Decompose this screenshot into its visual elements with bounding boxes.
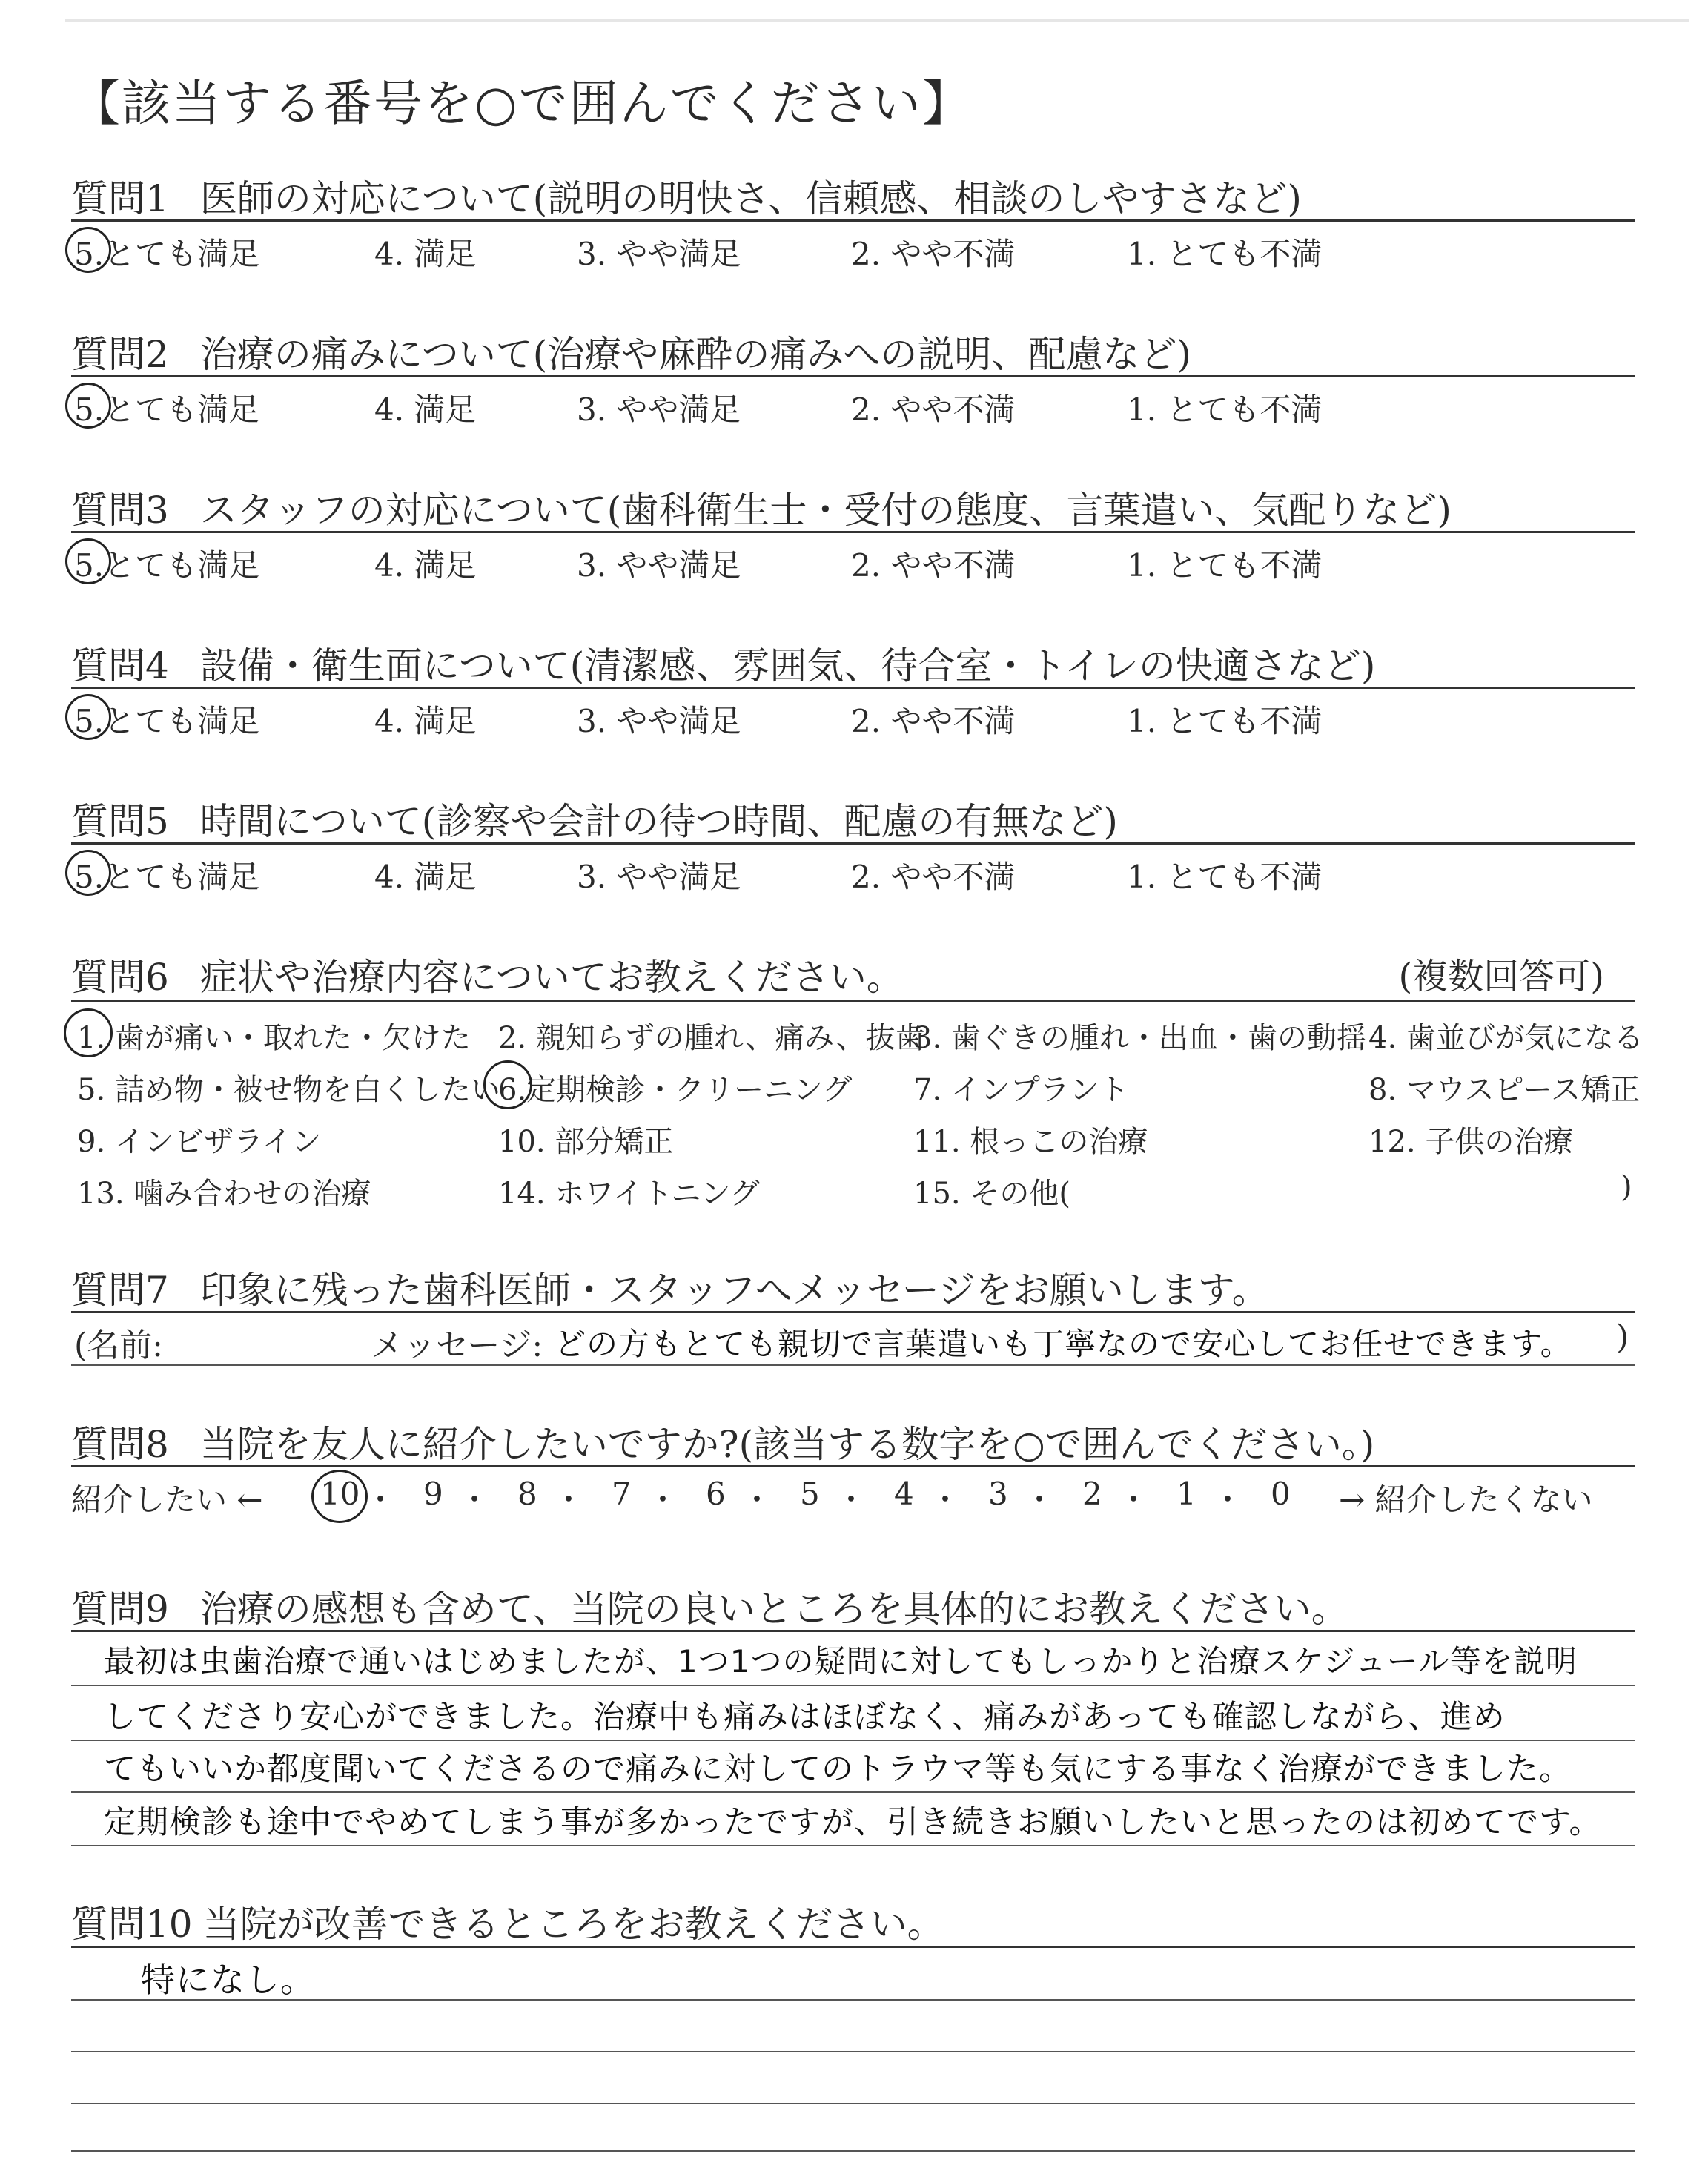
q1-option-4[interactable]: 4. 満足 [374,236,477,272]
q9-answer-line-4: 定期検診も途中でやめてしまう事が多かったですが、引き続きお願いしたいと思ったのは初めてです。 [104,1804,1602,1841]
q8-score-4[interactable]: 4 [894,1476,914,1512]
q4-number: 質問4 [71,644,169,687]
q9-rule-1 [71,1685,1635,1686]
q8-separator: ・ [647,1482,679,1518]
q4-rule [71,687,1635,689]
q6-option-15[interactable]: 15. その他( [913,1177,1070,1211]
q8-rule [71,1465,1635,1467]
q8-separator: ・ [459,1482,491,1518]
q6-option-12[interactable]: 12. 子供の治療 [1368,1125,1574,1159]
q5-option-3[interactable]: 3. やや満足 [577,859,741,895]
q2-number: 質問2 [71,333,169,376]
q3-selected-circle [65,538,111,584]
q7-message: どの方もとても親切で言葉遣いも丁寧なので安心してお任せできます。 [555,1326,1572,1362]
q10-text: 当院が改善できるところをお教えください。 [202,1903,944,1946]
q8-score-7[interactable]: 7 [612,1476,632,1512]
q9-rule-3 [71,1791,1635,1793]
q6-option-13[interactable]: 13. 噛み合わせの治療 [77,1177,371,1211]
q9-title [71,1579,1348,1633]
q3-options [71,541,1635,593]
q3-title [71,480,1452,534]
q1-rule [71,219,1635,222]
q9-rule [71,1630,1635,1632]
q8-score-3[interactable]: 3 [988,1476,1008,1512]
q9-answer-line-3: てもいいか都度聞いてくださるので痛みに対してのトラウマ等も気にする事なく治療ができました。 [104,1751,1572,1788]
q6-rule [71,1000,1635,1002]
q4-option-3[interactable]: 3. やや満足 [577,703,741,739]
q6-option-8[interactable]: 8. マウスピース矯正 [1368,1073,1641,1107]
q6-option-2[interactable]: 2. 親知らずの腫れ、痛み、抜歯 [498,1021,925,1055]
q1-selected-circle [65,227,111,273]
q2-options [71,386,1635,437]
q8-score-1[interactable]: 1 [1176,1476,1196,1512]
q10-number: 質問10 [71,1903,193,1946]
q6-selected-circle-2 [483,1060,532,1109]
q7-rule [71,1311,1635,1313]
q6-other-close-paren: ) [1621,1170,1632,1204]
q5-option-2[interactable]: 2. やや不満 [851,859,1016,895]
q8-score-10[interactable]: 10 [320,1476,360,1512]
q8-score-8[interactable]: 8 [517,1476,537,1512]
q7-answer-line [71,1364,1635,1366]
q7-text: 印象に残った歯科医師・スタッフへメッセージをお願いします。 [199,1269,1269,1312]
q5-text: 時間について(診察や会計の待つ時間、配慮の有無など) [199,800,1118,843]
q10-title [71,1895,944,1948]
q6-selected-circle-1 [64,1008,113,1057]
q6-option-3[interactable]: 3. 歯ぐきの腫れ・出血・歯の動揺 [913,1021,1366,1055]
q3-option-1[interactable]: 1. とても不満 [1127,547,1323,584]
q3-option-2[interactable]: 2. やや不満 [851,547,1016,584]
q2-rule [71,375,1635,377]
q9-text: 治療の感想も含めて、当院の良いところを具体的にお教えください。 [199,1588,1348,1631]
q8-separator: ・ [741,1482,773,1518]
q8-score-2[interactable]: 2 [1082,1476,1102,1512]
page-heading: 【該当する番号を○で囲んでください】 [71,75,973,132]
q6-option-5[interactable]: 5. 詰め物・被せ物を白くしたい [77,1073,500,1107]
q9-answer-line-2: してくださり安心ができました。治療中も痛みはほぼなく、痛みがあっても確認しながら、進め [104,1699,1506,1736]
q6-option-10[interactable]: 10. 部分矯正 [498,1125,674,1159]
q8-separator: ・ [930,1482,961,1518]
q8-score-5[interactable]: 5 [800,1476,820,1512]
q8-scale [71,1476,1635,1527]
q8-score-9[interactable]: 9 [423,1476,443,1512]
q3-option-5[interactable]: 5.とても満足 [74,547,260,584]
q2-option-5[interactable]: 5.とても満足 [74,392,260,428]
q9-number: 質問9 [71,1588,169,1631]
q1-option-1[interactable]: 1. とても不満 [1127,236,1323,272]
q2-text: 治療の痛みについて(治療や麻酔の痛みへの説明、配慮など) [199,333,1191,376]
q4-text: 設備・衛生面について(清潔感、雰囲気、待合室・トイレの快適さなど) [199,644,1376,687]
q10-line-4 [71,2150,1635,2152]
q5-number: 質問5 [71,800,169,843]
q1-option-2[interactable]: 2. やや不満 [851,236,1016,272]
q6-title [71,948,904,1001]
q8-separator: ・ [365,1482,397,1518]
q5-option-5[interactable]: 5.とても満足 [74,859,260,895]
q10-rule [71,1946,1635,1948]
q10-line-1 [71,1999,1635,2001]
q10-line-3 [71,2103,1635,2104]
q8-separator: ・ [835,1482,867,1518]
q1-number: 質問1 [71,177,169,220]
q8-separator: ・ [1024,1482,1056,1518]
q8-left-label: 紹介したい ← [71,1482,263,1518]
q5-option-1[interactable]: 1. とても不満 [1127,859,1323,895]
q6-text: 症状や治療内容についてお教えください。 [199,956,904,999]
q5-rule [71,842,1635,845]
q10-answer: 特になし。 [141,1960,315,2000]
q8-separator: ・ [1118,1482,1150,1518]
q4-option-4[interactable]: 4. 満足 [374,703,477,739]
q2-title [71,325,1191,378]
q8-title [71,1415,1374,1468]
q8-score-6[interactable]: 6 [706,1476,726,1512]
q6-number: 質問6 [71,956,169,999]
q9-rule-2 [71,1740,1635,1741]
q8-number: 質問8 [71,1423,169,1466]
q5-selected-circle [65,850,111,896]
q6-option-14[interactable]: 14. ホワイトニング [498,1177,760,1211]
q10-line-2 [71,2051,1635,2052]
q7-number: 質問7 [71,1269,169,1312]
q8-separator: ・ [553,1482,585,1518]
q1-option-3[interactable]: 3. やや満足 [577,236,741,272]
q6-option-7[interactable]: 7. インプラント [913,1073,1129,1107]
q2-selected-circle [65,383,111,429]
q7-message-label: メッセージ: [371,1327,543,1364]
q5-option-4[interactable]: 4. 満足 [374,859,477,895]
q2-option-3[interactable]: 3. やや満足 [577,392,741,428]
q7-close-paren: ) [1616,1318,1629,1356]
q2-option-1[interactable]: 1. とても不満 [1127,392,1323,428]
q3-number: 質問3 [71,489,169,532]
q6-option-6[interactable]: 6.定期検診・クリーニング [498,1073,853,1107]
q8-right-label: → 紹介したくない [1339,1482,1593,1518]
q7-name-label: (名前: [74,1327,163,1364]
q3-text: スタッフの対応について(歯科衛生士・受付の態度、言葉遣い、気配りなど) [199,489,1452,532]
q3-option-4[interactable]: 4. 満足 [374,547,477,584]
q6-option-1[interactable]: 1. 歯が痛い・取れた・欠けた [77,1021,471,1055]
q5-options [71,853,1635,905]
q8-separator: ・ [1212,1482,1244,1518]
q1-text: 医師の対応について(説明の明快さ、信頼感、相談のしやすさなど) [199,177,1302,220]
q6-option-4[interactable]: 4. 歯並びが気になる [1368,1021,1644,1055]
top-divider [65,19,1689,22]
q7-title [71,1261,1269,1314]
q9-answer-line-1: 最初は虫歯治療で通いはじめましたが、1つ1つの疑問に対してもしっかりと治療スケジュール等を説明 [104,1643,1578,1680]
q3-rule [71,531,1635,533]
q9-rule-4 [71,1845,1635,1846]
q2-option-4[interactable]: 4. 満足 [374,392,477,428]
q1-options [71,230,1635,282]
q4-selected-circle [65,694,111,740]
q6-multiple-note: (複数回答可) [1398,956,1604,997]
q4-title [71,636,1375,690]
q8-score-0[interactable]: 0 [1271,1476,1291,1512]
q4-option-1[interactable]: 1. とても不満 [1127,703,1323,739]
q6-option-11[interactable]: 11. 根っこの治療 [913,1125,1148,1159]
q2-option-2[interactable]: 2. やや不満 [851,392,1016,428]
q5-title [71,792,1118,845]
q3-option-3[interactable]: 3. やや満足 [577,547,741,584]
q8-text: 当院を友人に紹介したいですか?(該当する数字を○で囲んでください。) [199,1423,1375,1466]
q4-option-5[interactable]: 5.とても満足 [74,703,260,739]
q4-options [71,697,1635,749]
q8-selected-circle [311,1470,368,1523]
q6-option-9[interactable]: 9. インビザライン [77,1125,322,1159]
q4-option-2[interactable]: 2. やや不満 [851,703,1016,739]
q1-title [71,169,1302,222]
q1-option-5[interactable]: 5.とても満足 [74,236,260,272]
